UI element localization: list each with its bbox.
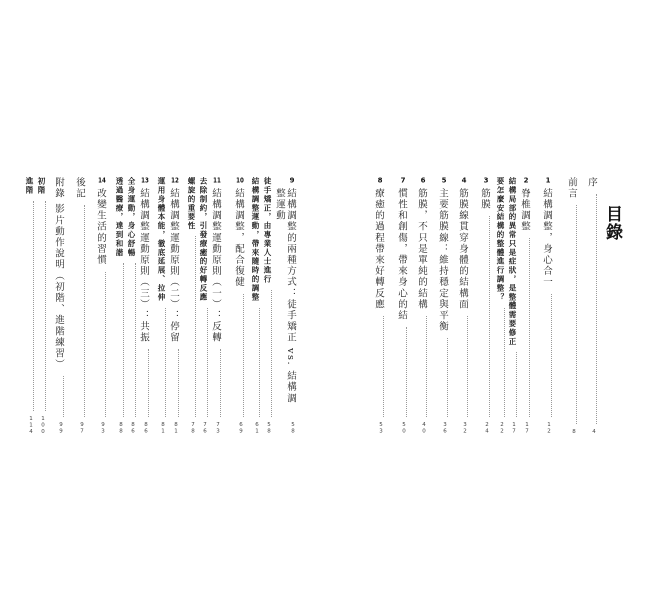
- dotted-leader: [516, 352, 517, 417]
- toc-heading: 主要筋膜線：維持穩定與平衡: [437, 188, 448, 333]
- page-number: 58: [290, 422, 296, 435]
- chapter-number: 4: [461, 177, 467, 184]
- toc-entry-ch13-s1[interactable]: [126, 177, 136, 435]
- dotted-leader: [243, 294, 244, 417]
- dotted-leader: [529, 238, 530, 417]
- chapter-number: 12: [171, 177, 179, 184]
- toc-entry-ch6[interactable]: [416, 177, 427, 435]
- page-number: 40: [421, 422, 427, 435]
- dotted-leader: [195, 236, 196, 417]
- dotted-leader: [84, 205, 85, 417]
- chapter-number: 14: [98, 177, 106, 184]
- chapter-number: 1: [545, 177, 551, 184]
- toc-entry-ch3[interactable]: [479, 177, 490, 435]
- toc-heading: 療癒的過程帶來好轉反應: [373, 188, 384, 311]
- dotted-leader: [165, 308, 166, 417]
- chapter-number: 10: [236, 177, 244, 184]
- dotted-leader: [447, 338, 448, 417]
- page-number: 58: [266, 422, 272, 435]
- dotted-leader: [383, 316, 384, 417]
- dotted-leader: [33, 201, 34, 411]
- toc-entry-ch9-s1[interactable]: [262, 177, 272, 435]
- toc-entry-ch10[interactable]: [233, 177, 244, 435]
- page-number: 22: [499, 422, 505, 435]
- toc-subheading: 徒手矯正，由專業人士進行: [263, 177, 272, 284]
- page-number: 78: [190, 422, 196, 435]
- dotted-leader: [259, 308, 260, 417]
- toc-entry-ch12-s1[interactable]: [156, 177, 166, 435]
- toc-entry-ch9[interactable]: [274, 177, 296, 435]
- page-number: 17: [511, 422, 517, 435]
- toc-entry-appendix[interactable]: [53, 177, 64, 435]
- page-number: 8: [571, 428, 577, 435]
- chapter-number: 11: [213, 177, 221, 184]
- dotted-leader: [504, 308, 505, 417]
- toc-heading: 慣性和創傷，帶來身心的結: [396, 188, 407, 322]
- toc-entry-ch1[interactable]: [541, 177, 552, 435]
- dotted-leader: [489, 216, 490, 417]
- toc-entry-ch14[interactable]: [95, 177, 106, 435]
- toc-entry-intro[interactable]: [566, 177, 577, 435]
- toc-subheading: 結構局部的異常只是症狀，是整體需要修正: [508, 177, 517, 347]
- page-number: 97: [79, 422, 85, 435]
- dotted-leader: [105, 272, 106, 417]
- toc-entry-ch13-s2[interactable]: [114, 177, 124, 435]
- toc-entry-ch4[interactable]: [457, 177, 468, 435]
- toc-entry-ch7[interactable]: [396, 177, 407, 435]
- dotted-leader: [271, 290, 272, 417]
- page-number: 17: [524, 422, 530, 435]
- page-number: 12: [546, 422, 552, 435]
- dotted-leader: [148, 349, 149, 417]
- toc-entry-ch12[interactable]: [168, 177, 179, 435]
- toc-subheading: 初階: [37, 177, 46, 195]
- toc-heading: 結構調整的兩種方式：徒手矯正 vs. 結構調整運動: [274, 188, 296, 405]
- dotted-leader: [576, 205, 577, 423]
- toc-entry-beginner[interactable]: [36, 177, 46, 435]
- toc-heading: 附錄 影片動作說明（初階、進階練習）: [53, 177, 64, 371]
- page-number: 36: [442, 422, 448, 435]
- toc-subheading: 螺旋的重要性: [187, 177, 196, 231]
- toc-heading: 脊椎調整: [519, 188, 530, 233]
- toc-heading: 前言: [566, 177, 577, 200]
- toc-entry-advanced[interactable]: [24, 177, 34, 435]
- page-number: 24: [484, 422, 490, 435]
- toc-heading: 改變生活的習慣: [95, 188, 106, 266]
- toc-heading: 結構調整運動原則（二）：停留: [168, 188, 179, 344]
- page-title: 目錄: [602, 205, 622, 241]
- page-number: 99: [58, 422, 64, 435]
- chapter-number: 6: [420, 177, 426, 184]
- chapter-number: 9: [289, 177, 295, 184]
- page-number: 50: [401, 422, 407, 435]
- dotted-leader: [596, 194, 597, 423]
- toc-heading: 後記: [74, 177, 85, 200]
- dotted-leader: [426, 316, 427, 417]
- toc-entry-ch11[interactable]: [210, 177, 221, 435]
- toc-entry-ch13[interactable]: [138, 177, 149, 435]
- toc-heading: 筋膜線貫穿身體的結構面: [457, 188, 468, 311]
- page-number: 93: [100, 422, 106, 435]
- dotted-leader: [220, 349, 221, 417]
- chapter-number: 13: [141, 177, 149, 184]
- chapter-number: 5: [441, 177, 447, 184]
- page-number: 81: [160, 422, 166, 435]
- dotted-leader: [178, 349, 179, 417]
- chapter-number: 8: [377, 177, 383, 184]
- toc-entry-afterword[interactable]: [74, 177, 85, 435]
- toc-heading: 結構調整，身心合一: [541, 188, 552, 288]
- toc-subheading: 全身運動，身心舒暢: [127, 177, 136, 258]
- toc-entry-ch2-s2[interactable]: [495, 177, 505, 435]
- toc-entry-ch9-s2[interactable]: [250, 177, 260, 435]
- toc-subheading: 要怎麼安結構的整體進行調整？: [496, 177, 505, 302]
- toc-entry-preface[interactable]: [586, 177, 597, 435]
- page-number: 53: [378, 422, 384, 435]
- page-number: 73: [215, 422, 221, 435]
- dotted-leader: [207, 308, 208, 417]
- chapter-number: 3: [483, 177, 489, 184]
- toc-entry-ch11-s2[interactable]: [186, 177, 196, 435]
- dotted-leader: [135, 263, 136, 417]
- dotted-leader: [551, 294, 552, 417]
- toc-entry-ch2-s1[interactable]: [507, 177, 517, 435]
- chapter-number: 7: [400, 177, 406, 184]
- toc-heading: 筋膜，不只是單純的結構: [416, 188, 427, 311]
- dotted-leader: [123, 263, 124, 417]
- toc-heading: 結構調整，配合復健: [233, 188, 244, 288]
- page-number: 81: [173, 422, 179, 435]
- page-number: 114: [28, 415, 34, 435]
- toc-subheading: 去除制約，引發療癒的好轉反應: [199, 177, 208, 302]
- toc-entry-ch8[interactable]: [373, 177, 384, 435]
- toc-entry-ch2[interactable]: [519, 177, 530, 435]
- toc-entry-ch11-s1[interactable]: [198, 177, 208, 435]
- page-number: 76: [202, 422, 208, 435]
- toc-entry-ch5[interactable]: [437, 177, 448, 435]
- dotted-leader: [467, 316, 468, 417]
- dotted-leader: [406, 327, 407, 417]
- page-number: 69: [238, 422, 244, 435]
- toc-heading: 筋膜: [479, 188, 490, 211]
- toc-heading: 結構調整運動原則（三）：共振: [138, 188, 149, 344]
- toc-subheading: 運用身體本能，徹底延展、拉伸: [157, 177, 166, 302]
- page-number: 32: [462, 422, 468, 435]
- toc-heading: 結構調整運動原則（一）：反轉: [210, 188, 221, 344]
- chapter-number: 2: [523, 177, 529, 184]
- toc-subheading: 進階: [25, 177, 34, 195]
- toc-heading: 序: [586, 177, 597, 189]
- dotted-leader: [45, 201, 46, 411]
- toc-subheading: 結構調整運動，帶來隨時的調整: [251, 177, 260, 302]
- page-number: 100: [40, 415, 46, 435]
- dotted-leader: [63, 376, 64, 417]
- page-number: 61: [254, 422, 260, 435]
- page-number: 88: [118, 422, 124, 435]
- toc-subheading: 透過醫療，達到和諧: [115, 177, 124, 258]
- page-number: 86: [130, 422, 136, 435]
- page-number: 4: [591, 428, 597, 435]
- page-number: 86: [143, 422, 149, 435]
